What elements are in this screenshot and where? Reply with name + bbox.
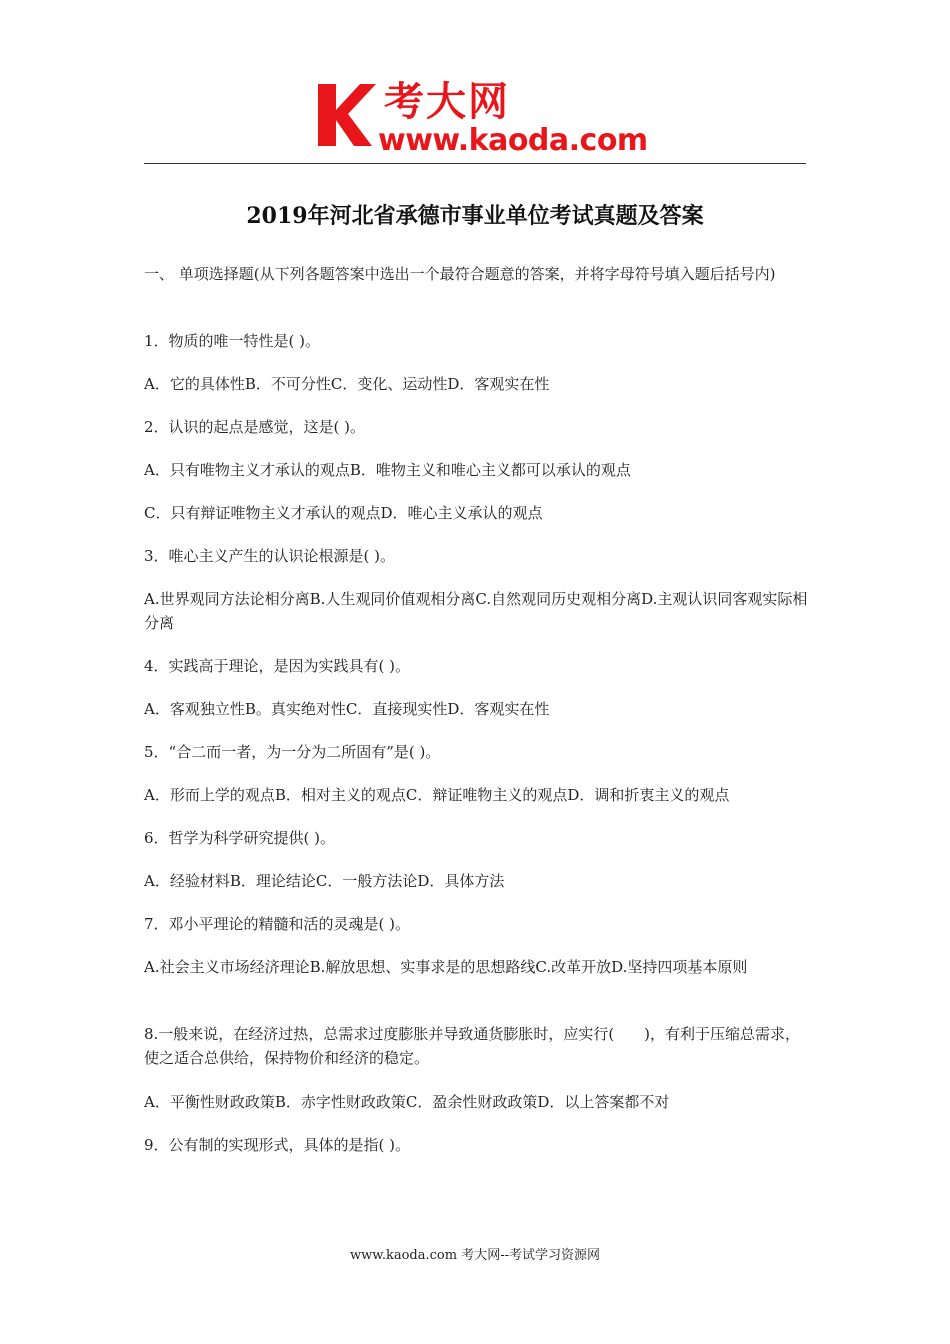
section-heading: 一、 单项选择题(从下列各题答案中选出一个最符合题意的答案，并将字母符号填入题后括号内) xyxy=(144,265,776,283)
question-2-options-cd: C．只有辩证唯物主义才承认的观点D．唯心主义承认的观点 xyxy=(144,504,543,522)
site-logo xyxy=(316,78,646,160)
question-1: 1．物质的唯一特性是( )。 xyxy=(144,332,321,350)
logo-k-icon xyxy=(316,80,378,150)
question-7-options: A.社会主义市场经济理论B.解放思想、实事求是的思想路线C.改革开放D.坚持四项基本原则 xyxy=(144,958,748,976)
question-4-options: A．客观独立性B。真实绝对性C．直接现实性D．客观实在性 xyxy=(144,700,550,718)
question-2-options-ab: A．只有唯物主义才承认的观点B．唯物主义和唯心主义都可以承认的观点 xyxy=(144,461,631,479)
logo-title: 考大网 xyxy=(384,79,510,125)
question-2: 2．认识的起点是感觉，这是( )。 xyxy=(144,418,366,436)
question-6-options: A．经验材料B．理论结论C．一般方法论D．具体方法 xyxy=(144,872,505,890)
question-7: 7．邓小平理论的精髓和活的灵魂是( )。 xyxy=(144,915,411,933)
question-1-options: A．它的具体性B．不可分性C．变化、运动性D．客观实在性 xyxy=(144,375,550,393)
question-5: 5．“合二而一者，为一分为二所固有”是( )。 xyxy=(144,743,441,761)
page-footer: www.kaoda.com 考大网--考试学习资源网 xyxy=(350,1248,600,1263)
question-3-options: A.世界观同方法论相分离B.人生观同价值观相分离C.自然观同历史观相分离D.主观认识同客观实际相分离 xyxy=(144,590,808,632)
question-5-options: A．形而上学的观点B．相对主义的观点C．辩证唯物主义的观点D．调和折衷主义的观点 xyxy=(144,786,730,804)
question-3: 3．唯心主义产生的认识论根源是( )。 xyxy=(144,547,396,565)
logo-url: www.kaoda.com xyxy=(378,123,648,158)
question-4: 4．实践高于理论，是因为实践具有( )。 xyxy=(144,657,411,675)
question-8-options: A．平衡性财政政策B．赤字性财政政策C．盈余性财政政策D．以上答案都不对 xyxy=(144,1093,670,1111)
question-8: 8.一般来说，在经济过热，总需求过度膨胀并导致通货膨胀时，应实行( )，有利于压缩总需求，使之适合总供给，保持物价和经济的稳定。 xyxy=(144,1025,801,1067)
header-divider xyxy=(144,163,806,164)
question-9: 9．公有制的实现形式，具体的是指( )。 xyxy=(144,1136,411,1154)
document-title: 2019年河北省承德市事业单位考试真题及答案 xyxy=(246,203,704,229)
question-6: 6．哲学为科学研究提供( )。 xyxy=(144,829,336,847)
